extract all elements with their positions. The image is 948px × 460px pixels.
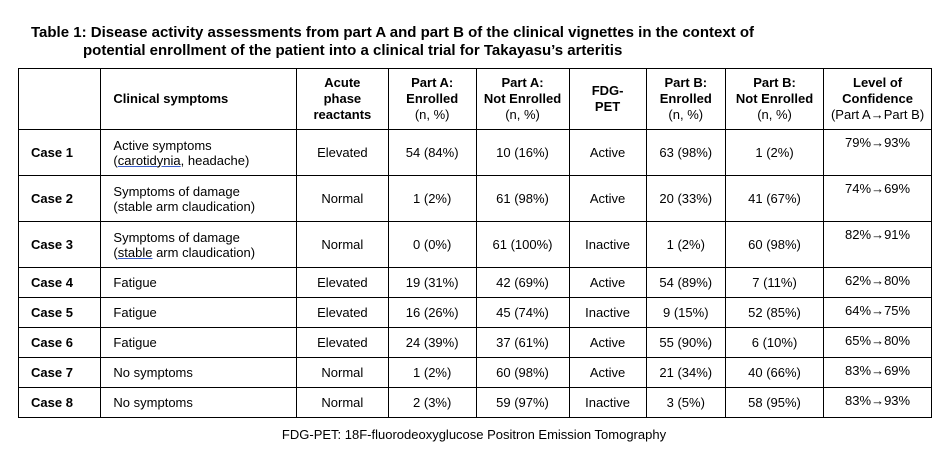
header-part-b-enrolled: Part B: Enrolled (n, %) [646,69,725,130]
acute-phase-cell: Elevated [296,328,388,358]
part-a-enrolled-cell: 54 (84%) [388,130,476,176]
fdg-pet-cell: Active [569,130,646,176]
part-b-not-enrolled-cell: 7 (11%) [725,268,823,298]
confidence-cell: 82%→91% [824,222,932,268]
table-title-line1: Table 1: Disease activity assessments from part A and part B of the clinical vignettes in the context of [31,24,754,41]
part-b-enrolled-cell: 54 (89%) [646,268,725,298]
acute-phase-cell: Normal [296,176,388,222]
part-a-not-enrolled-cell: 42 (69%) [476,268,569,298]
clinical-symptoms-cell: Fatigue [101,298,296,328]
clinical-symptoms-cell: No symptoms [101,358,296,388]
confidence-cell: 79%→93% [824,130,932,176]
part-a-not-enrolled-cell: 59 (97%) [476,388,569,418]
fdg-pet-cell: Active [569,176,646,222]
case-label: Case 2 [19,176,101,222]
case-label: Case 3 [19,222,101,268]
header-part-a-enrolled: Part A: Enrolled (n, %) [388,69,476,130]
part-a-enrolled-cell: 19 (31%) [388,268,476,298]
case-label: Case 8 [19,388,101,418]
fdg-pet-cell: Active [569,328,646,358]
table-title [31,24,931,60]
header-level-of-confidence: Level of Confidence (Part A→Part B) [824,69,932,130]
confidence-cell: 62%→80% [824,268,932,298]
clinical-symptoms-cell: Symptoms of damage (stable arm claudication) [101,222,296,268]
table-row [19,130,932,176]
table-row [19,222,932,268]
part-b-not-enrolled-cell: 40 (66%) [725,358,823,388]
part-b-enrolled-cell: 63 (98%) [646,130,725,176]
part-b-not-enrolled-cell: 6 (10%) [725,328,823,358]
confidence-cell: 64%→75% [824,298,932,328]
clinical-symptoms-cell: Fatigue [101,268,296,298]
part-b-not-enrolled-cell: 1 (2%) [725,130,823,176]
clinical-symptoms-cell: Fatigue [101,328,296,358]
part-a-not-enrolled-cell: 61 (100%) [476,222,569,268]
part-a-enrolled-cell: 1 (2%) [388,176,476,222]
case-label: Case 7 [19,358,101,388]
case-label: Case 1 [19,130,101,176]
header-part-a-not-enrolled: Part A: Not Enrolled (n, %) [476,69,569,130]
part-a-not-enrolled-cell: 10 (16%) [476,130,569,176]
confidence-cell: 83%→93% [824,388,932,418]
acute-phase-cell: Elevated [296,268,388,298]
clinical-symptoms-cell: Active symptoms (carotidynia, headache) [101,130,296,176]
header-acute-phase-reactants: Acute phase reactants [296,69,388,130]
acute-phase-cell: Elevated [296,130,388,176]
fdg-pet-cell: Inactive [569,222,646,268]
part-a-enrolled-cell: 0 (0%) [388,222,476,268]
part-b-enrolled-cell: 1 (2%) [646,222,725,268]
confidence-cell: 65%→80% [824,328,932,358]
header-row [19,69,932,130]
part-b-not-enrolled-cell: 52 (85%) [725,298,823,328]
table-row [19,268,932,298]
case-label: Case 6 [19,328,101,358]
header-clinical-symptoms: Clinical symptoms [101,69,296,130]
clinical-symptoms-cell: No symptoms [101,388,296,418]
part-b-not-enrolled-cell: 41 (67%) [725,176,823,222]
part-b-enrolled-cell: 3 (5%) [646,388,725,418]
part-a-not-enrolled-cell: 37 (61%) [476,328,569,358]
acute-phase-cell: Normal [296,222,388,268]
header-part-b-not-enrolled: Part B: Not Enrolled (n, %) [725,69,823,130]
part-a-not-enrolled-cell: 60 (98%) [476,358,569,388]
acute-phase-cell: Normal [296,388,388,418]
part-b-enrolled-cell: 20 (33%) [646,176,725,222]
part-b-not-enrolled-cell: 60 (98%) [725,222,823,268]
clinical-symptoms-cell: Symptoms of damage (stable arm claudication) [101,176,296,222]
table-row [19,358,932,388]
part-a-enrolled-cell: 24 (39%) [388,328,476,358]
fdg-pet-cell: Active [569,358,646,388]
part-a-enrolled-cell: 16 (26%) [388,298,476,328]
part-a-enrolled-cell: 2 (3%) [388,388,476,418]
fdg-pet-cell: Inactive [569,298,646,328]
table-footnote: FDG-PET: 18F-fluorodeoxyglucose Positron Emission Tomography [281,427,667,442]
disease-activity-table [18,68,932,418]
part-a-enrolled-cell: 1 (2%) [388,358,476,388]
part-b-enrolled-cell: 55 (90%) [646,328,725,358]
confidence-cell: 83%→69% [824,358,932,388]
table-row [19,328,932,358]
acute-phase-cell: Elevated [296,298,388,328]
part-b-not-enrolled-cell: 58 (95%) [725,388,823,418]
table-row [19,388,932,418]
header-case [19,69,101,130]
fdg-pet-cell: Inactive [569,388,646,418]
confidence-cell: 74%→69% [824,176,932,222]
header-fdg-pet: FDG- PET [569,69,646,130]
table-row [19,298,932,328]
case-label: Case 4 [19,268,101,298]
table-row [19,176,932,222]
part-b-enrolled-cell: 21 (34%) [646,358,725,388]
part-a-not-enrolled-cell: 61 (98%) [476,176,569,222]
part-b-enrolled-cell: 9 (15%) [646,298,725,328]
table-title-line2: potential enrollment of the patient into a clinical trial for Takayasu’s arteritis [83,42,623,59]
case-label: Case 5 [19,298,101,328]
part-a-not-enrolled-cell: 45 (74%) [476,298,569,328]
fdg-pet-cell: Active [569,268,646,298]
acute-phase-cell: Normal [296,358,388,388]
